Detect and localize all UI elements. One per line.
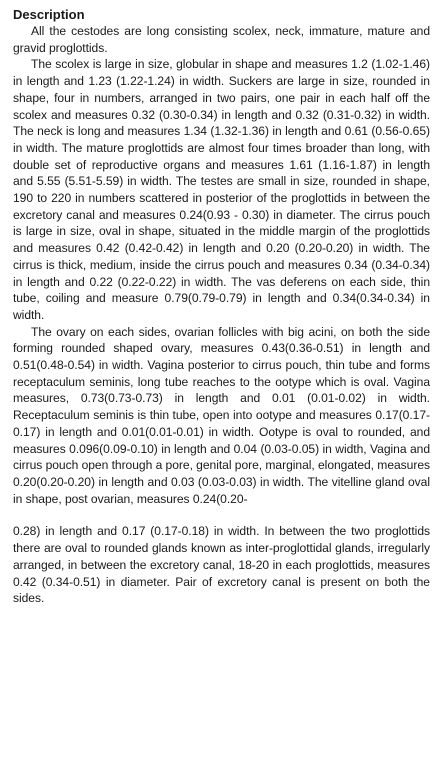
paragraph-ovary: The ovary on each sides, ovarian follicles with big acini, on both the side forming rounded shaped ovary, measures 0.43(0.36-0.51) in length and 0.51(0.48-0.54) in width. Vagina posterior to cirrus pouch, thin tube and forms receptaculum seminis, long tube reaches to the ootype which is oval. Vagina measures, 0.73(0.73-0.73) in length and 0.01 (0.01-0.02) in width. Receptaculum seminis is thin tube, open into ootype and measures 0.17(0.17-0.17) in length and 0.01(0.01-0.01) in width. Ootype is oval to rounded, and measures 0.096(0.09-0.10) in length and 0.04 (0.03-0.05) in width, Vagina and cirrus pouch open through a pore, genital pore, marginal, elongated, measures 0.20(0.20-0.20) in length and 0.03 (0.03-0.03) in width. The vitelline gland oval in shape, post ovarian, measures 0.24(0.20- [13,324,431,506]
paragraph-overview: All the cestodes are long consisting scolex, neck, immature, mature and gravid proglottids. [13,24,430,55]
paragraph-glands: 0.28) in length and 0.17 (0.17-0.18) in width. In between the two proglottids there are oval to rounded glands known as inter-proglottidal glands, irregularly arranged, in between the excretory canal, 18-20 in each proglottids, measures 0.42 (0.34-0.51) in diameter. Pair of excretory canal is present on both the sides. [13,524,430,606]
paragraph-scolex: The scolex is large in size, globular in shape and measures 1.2 (1.02-1.46) in length and 1.23 (1.22-1.24) in width. Suckers are large in size, rounded in shape, four in numbers, arranged in two pairs, one pair in each half off the scolex and measures 0.32 (0.30-0.34) in length and 0.32 (0.31-0.32) in width. The neck is long and measures 1.34 (1.32-1.36) in length and 0.61 (0.56-0.65) in width. The mature proglottids are almost four times broader than long, with double set of reproductive organs and measures 1.61 (1.16-1.87) in length and 5.55 (5.51-5.59) in width. The testes are small in size, rounded in shape, 190 to 220 in numbers scattered in posterior of the proglottids in between the excretory canal and measures 0.24(0.93 - 0.30) in diameter. The cirrus pouch is large in size, oval in shape, situated in the middle margin of the proglottids and measures 0.42 (0.42-0.42) in length and 0.20 (0.20-0.20) in width. The cirrus is thick, medium, inside the cirrus pouch and measures 0.34 (0.34-0.34) in length and 0.22 (0.22-0.22) in width. The vas deferens on each side, thin tube, coiling and measure 0.79(0.79-0.79) in length and 0.34(0.34-0.34) in width. [13,57,430,322]
section-heading: Description [13,7,85,22]
